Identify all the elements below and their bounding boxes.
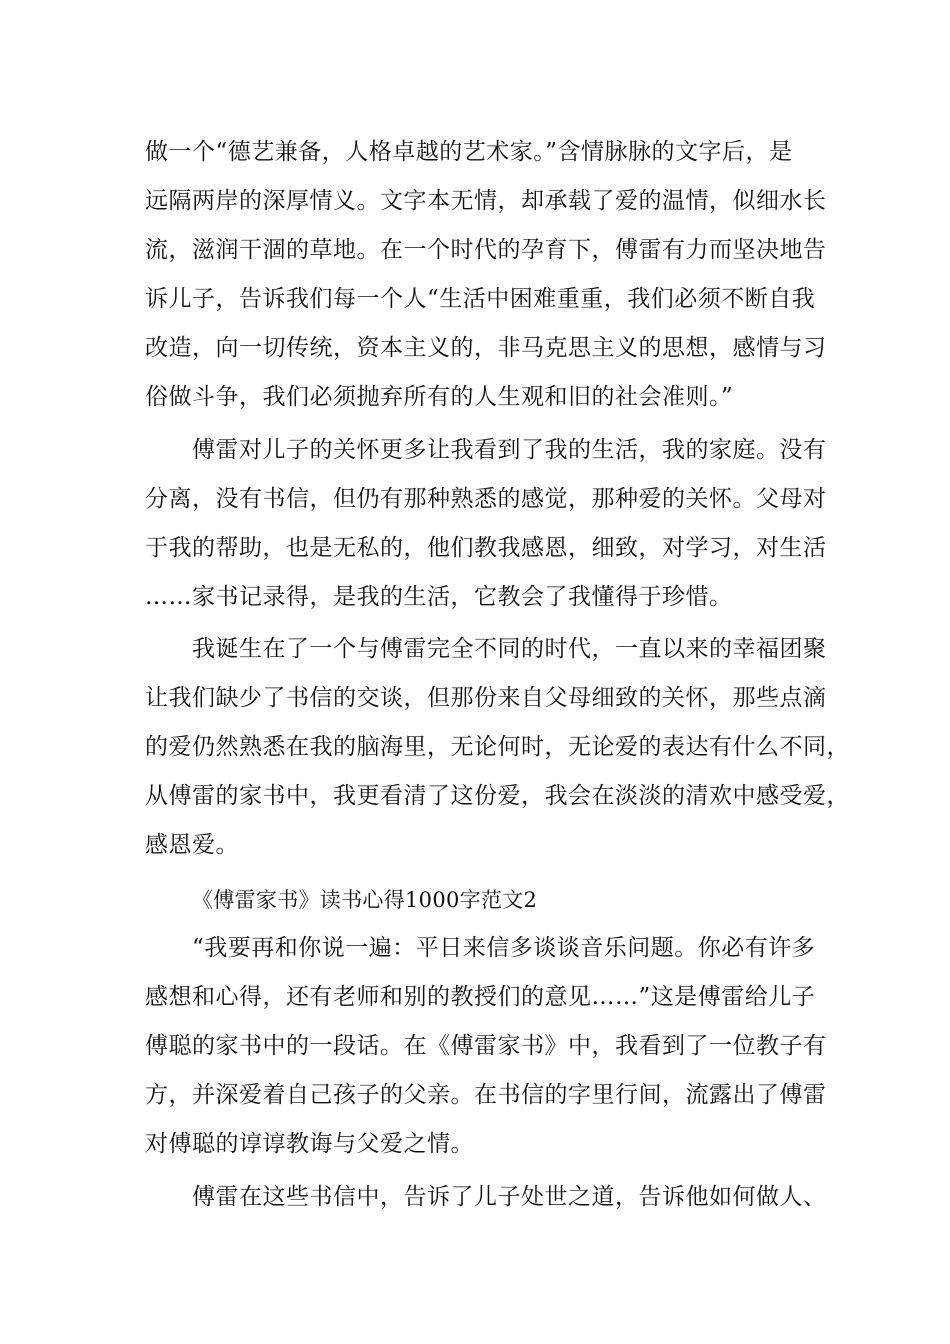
paragraph-line: 我诞生在了一个与傅雷完全不同的时代，一直以来的幸福团聚 (192, 636, 827, 662)
paragraph-line: “我要再和你说一遍：平日来信多谈谈音乐问题。你必有许多 (192, 935, 816, 961)
paragraph-line: 俗做斗争，我们必须抛弃所有的人生观和旧的社会准则。” (145, 384, 734, 410)
paragraph-line: 感恩爱。 (145, 832, 239, 858)
paragraph-line: ……家书记录得，是我的生活，它教会了我懂得于珍惜。 (145, 584, 733, 610)
paragraph-line: 于我的帮助，也是无私的，他们教我感恩，细致，对学习，对生活 (145, 535, 827, 561)
paragraph-line: 傅雷对儿子的关怀更多让我看到了我的生活，我的家庭。没有 (192, 437, 827, 463)
paragraph-line: 感想和心得，还有老师和别的教授们的意见……”这是傅雷给儿子 (145, 984, 816, 1010)
paragraph-line: 改造，向一切传统，资本主义的，非马克思主义的思想，感情与习 (145, 335, 827, 361)
paragraph-line: 流，滋润干涸的草地。在一个时代的孕育下，傅雷有力而坚决地告 (145, 237, 827, 263)
paragraph-line: 诉儿子，告诉我们每一个人“生活中困难重重，我们必须不断自我 (145, 286, 816, 312)
paragraph-line: 让我们缺少了书信的交谈，但那份来自父母细致的关怀，那些点滴 (145, 685, 827, 711)
paragraph-line: 分离，没有书信，但仍有那种熟悉的感觉，那种爱的关怀。父母对 (145, 486, 827, 512)
paragraph-line: 对傅聪的谆谆教诲与父爱之情。 (145, 1131, 474, 1157)
paragraph-line: 傅雷在这些书信中，告诉了儿子处世之道，告诉他如何做人、 (192, 1184, 827, 1210)
paragraph-line: 的爱仍然熟悉在我的脑海里，无论何时，无论爱的表达有什么不同， (145, 734, 850, 760)
section-heading: 《傅雷家书》读书心得1000字范文2 (192, 888, 538, 912)
paragraph-line: 做一个“德艺兼备，人格卓越的艺术家。”含情脉脉的文字后，是 (145, 139, 793, 165)
paragraph-line: 傅聪的家书中的一段话。在《傅雷家书》中，我看到了一位教子有 (145, 1033, 827, 1059)
paragraph-line: 远隔两岸的深厚情义。文字本无情，却承载了爱的温情，似细水长 (145, 188, 827, 214)
paragraph-line: 方，并深爱着自己孩子的父亲。在书信的字里行间，流露出了傅雷 (145, 1082, 827, 1108)
paragraph-line: 从傅雷的家书中，我更看清了这份爱，我会在淡淡的清欢中感受爱， (145, 783, 850, 809)
